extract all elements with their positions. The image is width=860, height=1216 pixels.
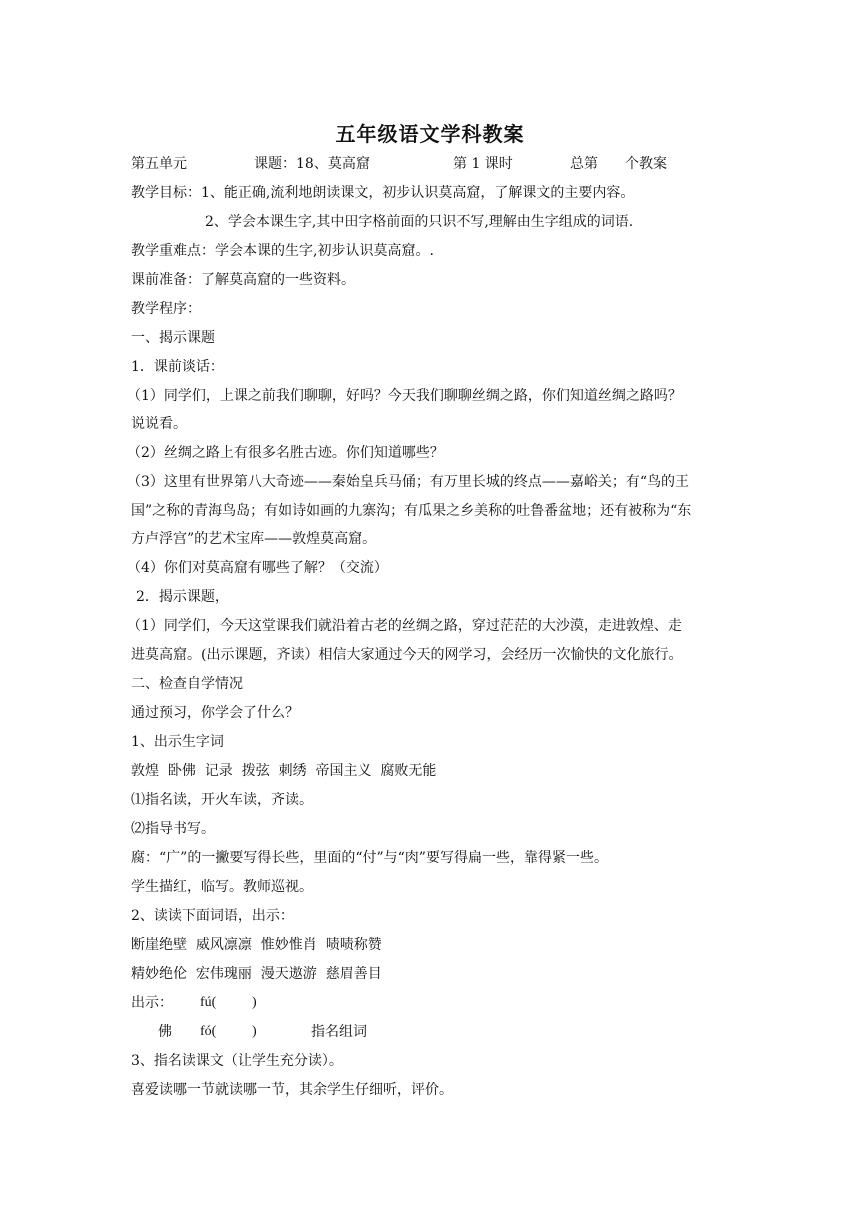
- text-line: 课前准备：了解莫高窟的一些资料。: [131, 272, 355, 288]
- text-line: 国”之称的青海鸟岛；有如诗如画的九寨沟；有瓜果之乡美称的吐鲁番盆地；还有被称为“东: [131, 503, 692, 519]
- text-line: 教学重难点：学会本课的生字,初步认识莫高窟。.: [131, 243, 434, 259]
- pinyin-character: 佛: [158, 1024, 172, 1040]
- meta-total-prefix: 总第: [570, 156, 598, 172]
- text-line: （1）同学们，今天这堂课我们就沿着古老的丝绸之路，穿过茫茫的大沙漠，走进敦煌、走: [127, 618, 682, 634]
- text-line: 2、学会本课生字,其中田字格前面的只识不写,理解由生字组成的词语.: [205, 214, 634, 230]
- vocabulary-line: 断崖绝壁 威风凛凛 惟妙惟肖 啧啧称赞: [131, 937, 382, 953]
- text-line: 喜爱读哪一节就读哪一节，其余学生仔细听，评价。: [131, 1082, 453, 1098]
- text-line: （3）这里有世界第八大奇迹——秦始皇兵马俑；有万里长城的终点——嘉峪关；有“鸟的王: [127, 474, 690, 490]
- text-line: 2．揭示课题，: [136, 589, 229, 605]
- text-line: 1、出示生字词: [131, 734, 224, 750]
- meta-period: 第 1 课时: [453, 156, 513, 172]
- vocabulary-line: 精妙绝伦 宏伟瑰丽 漫天遨游 慈眉善目: [131, 966, 382, 982]
- pinyin-fo: fó(: [200, 1024, 217, 1039]
- pinyin-fu-close: ): [252, 995, 257, 1010]
- text-line: 说说看。: [131, 416, 187, 432]
- section-heading: 一、揭示课题: [131, 330, 215, 346]
- text-line: （1）同学们，上课之前我们聊聊，好吗？今天我们聊聊丝绸之路，你们知道丝绸之路吗？: [127, 388, 682, 404]
- text-line: 2、读读下面词语，出示：: [131, 908, 294, 924]
- text-line: 通过预习，你学会了什么？: [131, 705, 299, 721]
- meta-unit: 第五单元: [131, 156, 187, 172]
- pinyin-note: 指名组词: [311, 1024, 367, 1040]
- text-line: 教学程序：: [131, 301, 201, 317]
- text-line: 腐：“广”的一撇要写得长些，里面的“付”与“肉”要写得扁一些，靠得紧一些。: [131, 850, 608, 866]
- section-heading: 二、检查自学情况: [131, 676, 243, 692]
- text-line: 教学目标：1、能正确,流利地朗读课文，初步认识莫高窟，了解课文的主要内容。: [131, 185, 635, 201]
- text-line: 1．课前谈话：: [131, 359, 224, 375]
- document-title: 五年级语文学科教案: [335, 122, 525, 146]
- text-line: ⑴指名读，开火车读，齐读。: [131, 792, 313, 808]
- pinyin-fo-close: ): [252, 1024, 257, 1039]
- meta-lesson: 课题：18、莫高窟: [254, 156, 370, 172]
- text-line: 方卢浮宫”的艺术宝库——敦煌莫高窟。: [131, 531, 377, 547]
- text-line: 3、指名读课文（让学生充分读）。: [131, 1053, 343, 1069]
- pinyin-label: 出示：: [131, 995, 173, 1011]
- vocabulary-line: 敦煌 卧佛 记录 拨弦 刺绣 帝国主义 腐败无能: [131, 763, 437, 779]
- text-line: ⑵指导书写。: [131, 821, 215, 837]
- pinyin-fu: fú(: [200, 995, 217, 1010]
- meta-total-suffix: 个教案: [625, 156, 667, 172]
- text-line: 学生描红，临写。教师巡视。: [131, 879, 313, 895]
- text-line: （4）你们对莫高窟有哪些了解？（交流）: [127, 560, 388, 576]
- text-line: （2）丝绸之路上有很多名胜古迹。你们知道哪些？: [127, 445, 444, 461]
- text-line: 进莫高窟。(出示课题，齐读）相信大家通过今天的网学习，会经历一次愉快的文化旅行。: [131, 647, 683, 663]
